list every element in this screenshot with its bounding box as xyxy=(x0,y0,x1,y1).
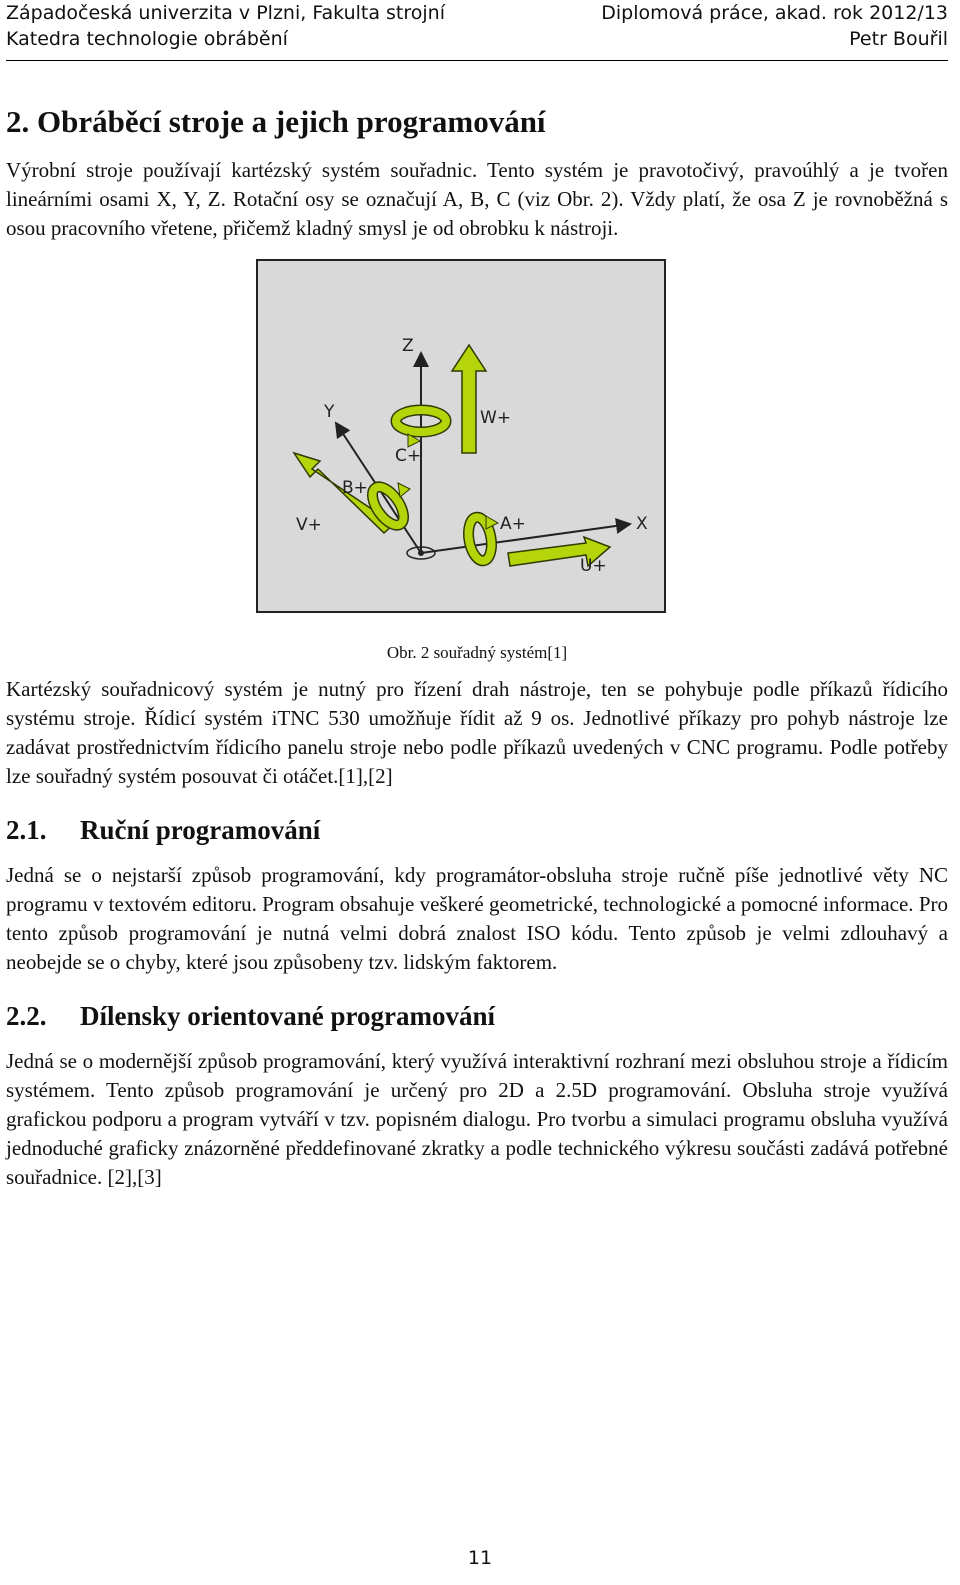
workshop-programming-paragraph: Jedná se o modernější způsob programování, který využívá interaktivní rozhraní mezi obsluhou stroje a řídicím systémem. Tento způsob programování je určený pro 2D a 2.5D programování. Obsluha stroje využívá grafickou podporu a program vytváří v tzv. popisném dialogu. Pro tvorbu a simulaci programu obsluha využívá jednoduché graficky znázorněné předdefinované zkratky a podle technického výkresu součásti zadává potřebné souřadnice. [2],[3] xyxy=(6,1049,948,1189)
w-plus-arrow xyxy=(452,345,486,453)
header-author: Petr Bouřil xyxy=(849,28,948,50)
label-b-plus: B+ xyxy=(342,478,368,498)
figure-caption: Obr. 2 souřadný systém[1] xyxy=(386,643,568,662)
page-number: 11 xyxy=(467,1547,493,1569)
label-u-plus: U+ xyxy=(580,556,607,576)
cartesian-paragraph: Kartézský souřadnicový systém je nutný pro řízení drah nástroje, ten se pohybuje podle příkazů řídicího systému stroje. Řídicí systém iTNC 530 umožňuje řídit až 9 os. Jednotlivé příkazy pro pohyb nástroje lze zadávat prostřednictvím řídicího panelu stroje nebo podle příkazů uvedených v CNC programu. Podle potřeby lze souřadný systém posouvat či otáčet.[1],[2] xyxy=(6,677,948,788)
label-c-plus: C+ xyxy=(395,446,422,466)
page-header xyxy=(6,0,948,58)
label-v-plus: V+ xyxy=(296,515,322,535)
header-department: Katedra technologie obrábění xyxy=(6,28,288,50)
label-x: X xyxy=(636,514,648,534)
figure-container xyxy=(0,259,932,613)
origin-point xyxy=(418,550,424,556)
header-thesis-info: Diplomová práce, akad. rok 2012/13 xyxy=(601,2,948,24)
a-plus-rotation xyxy=(465,515,498,562)
subsection-title-2-2 xyxy=(6,999,948,1033)
coordinate-system-diagram xyxy=(258,261,664,611)
subsection-title-2-1 xyxy=(6,813,948,847)
subsection-heading-2-2: Dílensky orientované programování xyxy=(80,1001,496,1031)
subsection-number-2-2: 2.2. xyxy=(6,1001,47,1031)
header-row-1 xyxy=(6,0,948,26)
header-row-2 xyxy=(6,26,948,52)
manual-programming-paragraph: Jedná se o nejstarší způsob programování, kdy programátor-obsluha stroje ručně píše jednotlivé věty NC programu v textovém editoru. Program obsahuje veškeré geometrické, technologické a pomocné informace. Pro tento způsob programování je nutná velmi dobrá znalost ISO kódu. Tento způsob je velmi zdlouhavý a neobejde se o chyby, které jsou způsobeny tzv. lidským faktorem. xyxy=(6,863,948,974)
label-z: Z xyxy=(402,336,414,356)
header-university: Západočeská univerzita v Plzni, Fakulta strojní xyxy=(6,2,445,24)
section-intro-paragraph: Výrobní stroje používají kartézský systém souřadnic. Tento systém je pravotočivý, pravoúhlý a je tvořen lineárními osami X, Y, Z. Rotační osy se označují A, B, C (viz Obr. 2). Vždy platí, že osa Z je rovnoběžná s osou pracovního vřetene, přičemž kladný smysl je od obrobku k nástroji. xyxy=(6,158,948,240)
coordinate-system-figure xyxy=(256,259,666,613)
section-title: 2. Obráběcí stroje a jejich programování xyxy=(6,104,546,139)
header-rule xyxy=(6,60,948,61)
label-w-plus: W+ xyxy=(480,408,512,428)
subsection-heading-2-1: Ruční programování xyxy=(80,815,321,845)
label-y: Y xyxy=(324,402,335,422)
subsection-number-2-1: 2.1. xyxy=(6,815,47,845)
label-a-plus: A+ xyxy=(500,514,526,534)
page-content xyxy=(6,102,948,1192)
